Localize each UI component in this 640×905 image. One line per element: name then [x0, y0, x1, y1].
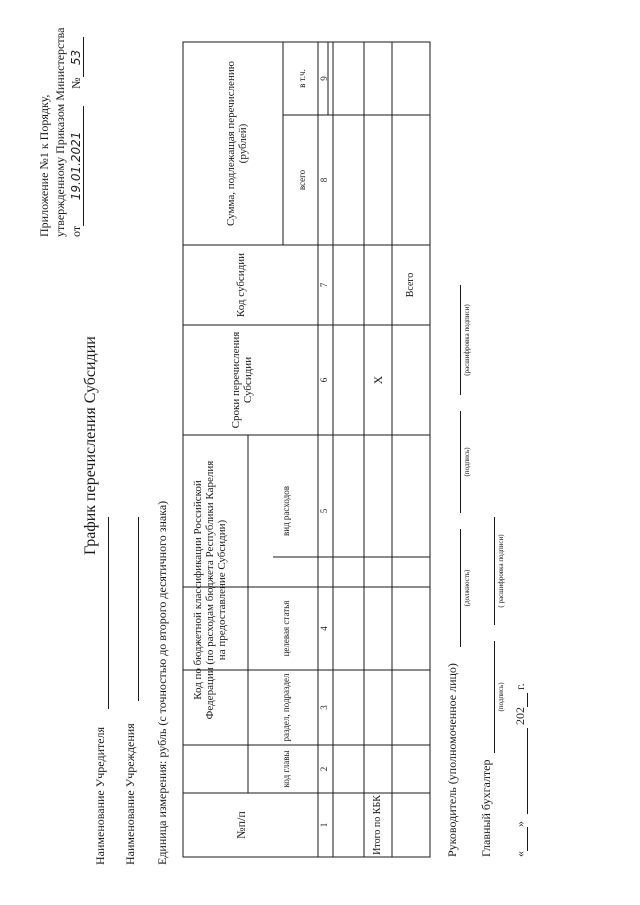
col-number-2: 2 — [319, 766, 329, 772]
appendix-number: 53 — [70, 37, 84, 77]
unit-label: Единица измерения: рубль (с точностью до второго десятичного знака) — [155, 500, 169, 865]
col-header-sum-group: Сумма, подлежащая перечислению (рублей) — [225, 61, 250, 226]
date-day-blank — [514, 827, 528, 851]
col-number-1: 1 — [319, 822, 329, 828]
col-number-7: 7 — [319, 282, 329, 288]
grand-total-label: Всего — [405, 272, 416, 298]
date-month-blank — [514, 728, 528, 814]
head-label: Руководитель (уполномоченное лицо) — [445, 663, 459, 857]
appendix-line-1: Приложение №1 к Порядку, — [37, 94, 51, 237]
head-decoding-caption: (расшифровка подписи) — [463, 304, 471, 376]
appendix-number-label: № — [69, 77, 83, 89]
accountant-decoding-caption: ( расшифровка подписи) — [497, 534, 505, 608]
accountant-signature-line — [494, 641, 495, 753]
col-number-6: 6 — [319, 377, 329, 383]
date-open-quote: « — [513, 851, 527, 857]
terms-x-mark: X — [371, 375, 385, 385]
col-header-chapter: код главы — [281, 750, 291, 788]
appendix-date-prefix: от — [69, 225, 83, 237]
col-header-expense: вид расходов — [281, 486, 291, 536]
col-header-subsidy-code: Код субсидии — [235, 252, 247, 318]
head-signature-line — [460, 411, 461, 513]
head-signature-caption: (подпись) — [463, 447, 471, 477]
date-close-quote: » — [513, 821, 527, 827]
head-position-line — [460, 529, 461, 647]
col-header-total: всего — [297, 169, 307, 191]
date-line — [514, 683, 528, 857]
col-header-target: целевая статья — [281, 600, 291, 657]
col-number-8: 8 — [319, 177, 329, 183]
appendix-date: 19.01.2021 — [70, 106, 84, 226]
col-number-9: 9 — [319, 76, 329, 81]
col-number-3: 3 — [319, 705, 329, 710]
col-header-incl: в т.ч. — [297, 69, 307, 88]
founder-label: Наименование Учредителя — [93, 726, 107, 865]
head-position-caption: (должность) — [463, 569, 471, 607]
date-year-blank — [514, 693, 528, 707]
totals-by-kbk-label: Итого по КБК — [372, 795, 383, 855]
head-decoding-line — [460, 285, 461, 395]
date-year-suffix: г. — [513, 683, 527, 690]
accountant-signature-caption: (подпись) — [497, 682, 505, 712]
institution-label: Наименование Учреждения — [123, 723, 137, 865]
col-header-kbk-group: Код по бюджетной классификации Российской Федерации (по расходам бюджета Республики Карелия на предоставление Субсидии) — [192, 460, 229, 720]
col-header-section: раздел, подраздел — [281, 673, 291, 742]
doc-title: График перечисления Субсидии — [82, 336, 99, 555]
accountant-label: Главный бухгалтер — [479, 759, 493, 857]
col-number-5: 5 — [319, 508, 329, 514]
col-header-terms: Сроки перечисления Субсидии — [230, 331, 255, 429]
appendix-line-2: утвержденному Приказом Министерства — [53, 27, 67, 237]
col-header-num: №п/п — [234, 811, 248, 839]
date-year-prefix: 202 — [513, 707, 527, 725]
col-number-4: 4 — [319, 626, 329, 631]
accountant-decoding-line — [494, 517, 495, 625]
